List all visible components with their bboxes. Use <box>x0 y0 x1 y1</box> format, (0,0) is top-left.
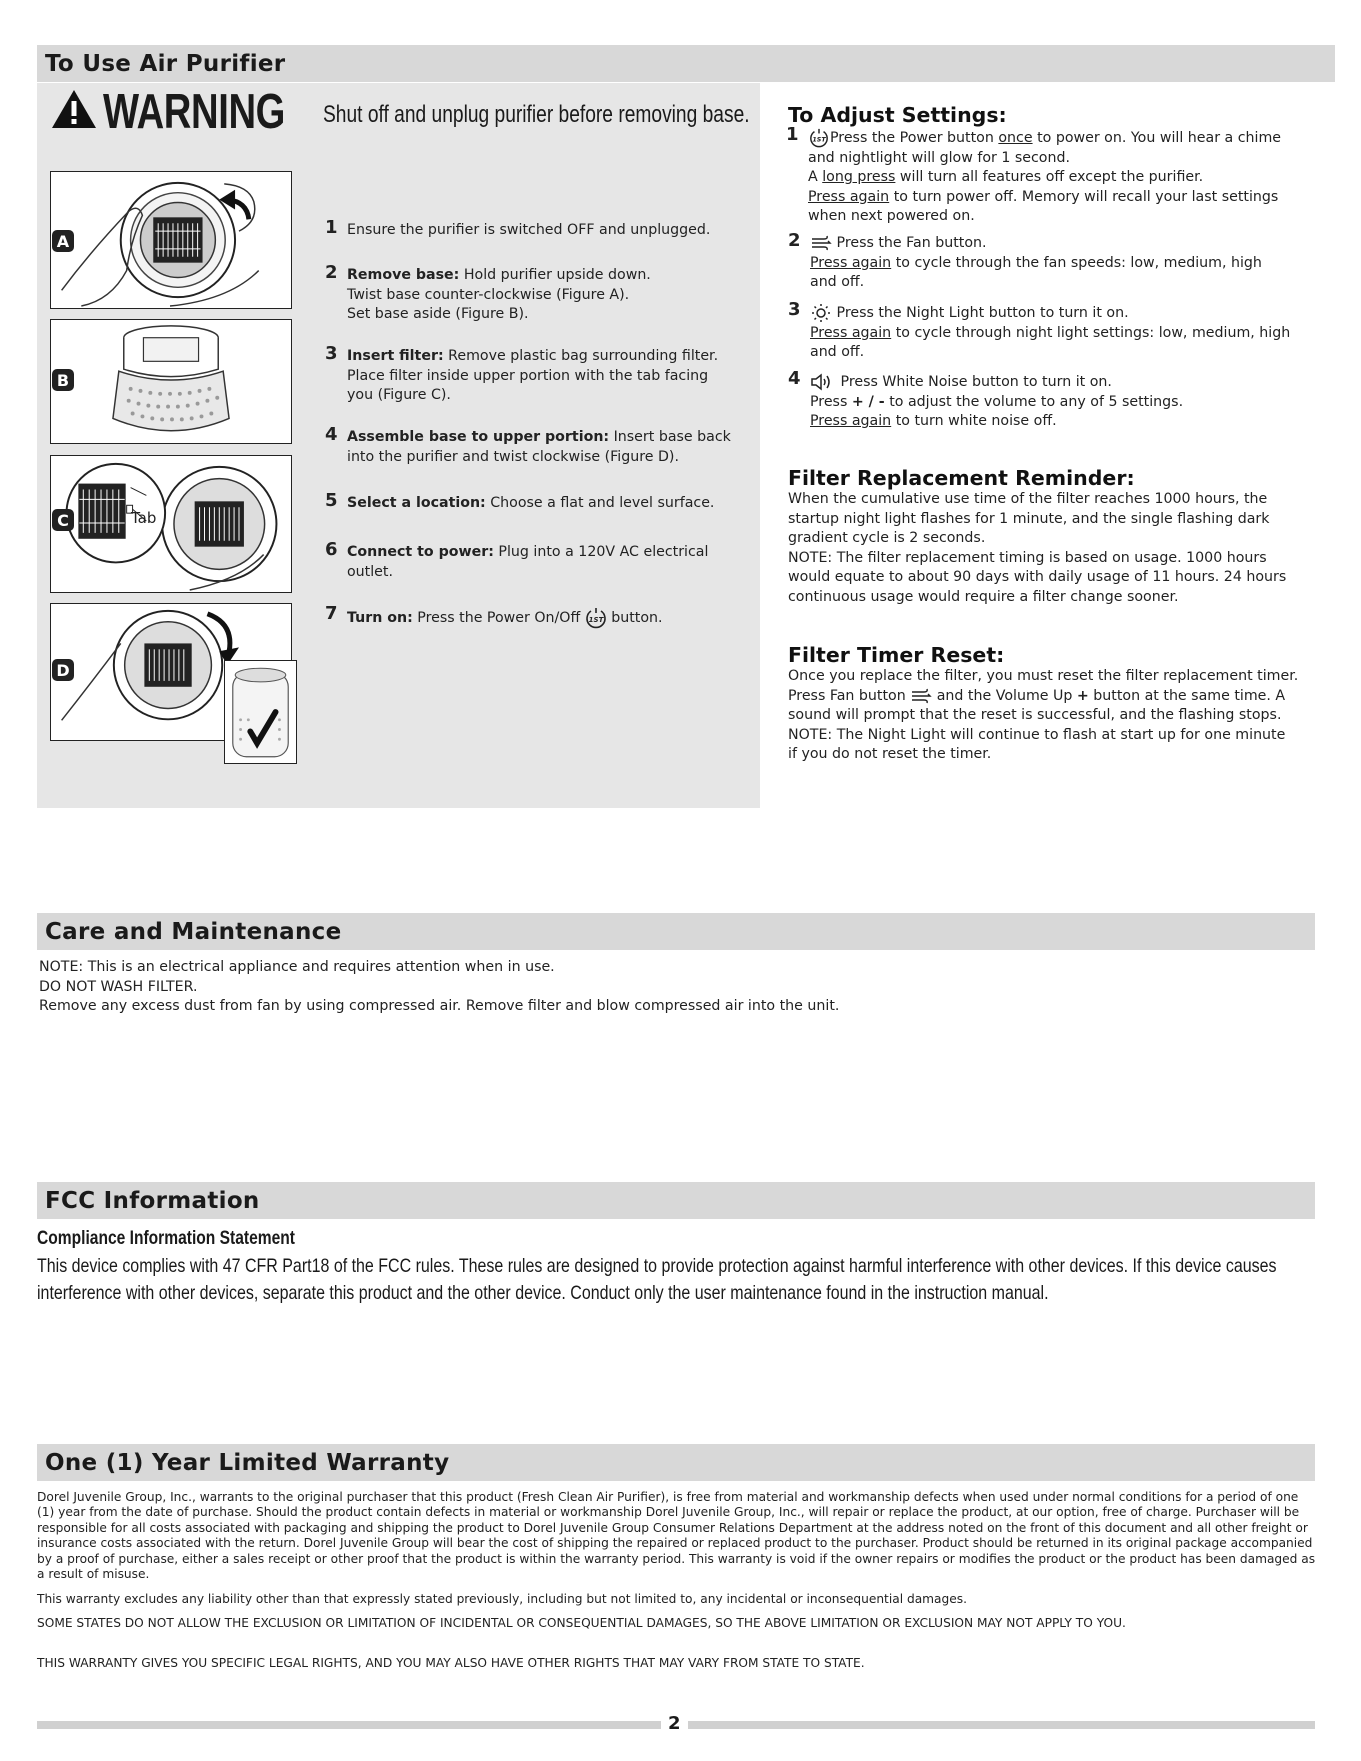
adjust-step-2 <box>788 230 1330 293</box>
product-illustration <box>225 661 296 763</box>
product-check-figure <box>224 660 297 764</box>
step-number: 5 <box>325 490 338 511</box>
text: and off. <box>810 344 865 360</box>
step-title: Insert filter: <box>347 348 444 364</box>
step-number: 2 <box>325 262 338 283</box>
figure-a-label: A <box>52 230 74 252</box>
power-1st-icon <box>808 128 830 148</box>
step-title: Select a location: <box>347 495 486 511</box>
text: Press the Fan button. <box>836 235 987 251</box>
step-tail: button. <box>606 610 663 626</box>
white-noise-speaker-icon <box>810 372 836 392</box>
text: Press again <box>810 254 892 271</box>
step-number: 7 <box>325 603 338 624</box>
step-line: Set base aside (Figure B). <box>347 306 529 322</box>
text: + <box>1076 687 1089 704</box>
svg-text:1ST: 1ST <box>588 616 604 624</box>
step-7 <box>325 603 663 629</box>
text: long press <box>822 169 896 185</box>
step-line: outlet. <box>347 563 393 580</box>
text: and nightlight will glow for 1 second. <box>808 149 1070 166</box>
step-text: Insert base back <box>609 429 731 445</box>
filter-reminder-text <box>788 490 1328 607</box>
adjust-step-3 <box>788 299 1330 363</box>
text: to power on. You will hear a chime <box>1032 130 1282 146</box>
adjust-step-1 <box>786 124 1328 227</box>
filter-reminder-title: Filter Replacement Reminder: <box>788 466 1135 490</box>
step-title: Connect to power: <box>347 544 494 560</box>
footer-rule-right <box>688 1721 1315 1729</box>
step-line: Twist base counter-clockwise (Figure A). <box>347 286 630 303</box>
text: and the Volume Up <box>932 687 1077 704</box>
figure-c-label: C <box>52 509 74 531</box>
text: and off. <box>810 274 865 290</box>
step-number: 2 <box>788 230 801 251</box>
figure-b-illustration <box>51 320 291 443</box>
step-line: Place filter inside upper portion with the tab facing <box>347 367 709 384</box>
fan-icon <box>910 688 932 704</box>
step-text: Remove plastic bag surrounding filter. <box>443 348 719 364</box>
care-text <box>39 958 1299 1017</box>
filter-timer-text <box>788 667 1333 765</box>
text: Once you replace the filter, you must reset the filter replacement timer. <box>788 668 1299 684</box>
step-5 <box>325 490 715 514</box>
step-4 <box>325 424 731 467</box>
text: NOTE: The filter replacement timing is based on usage. 1000 hours <box>788 549 1267 566</box>
text: button at the same time. A <box>1088 687 1286 704</box>
fan-icon <box>810 235 832 251</box>
svg-text:1ST: 1ST <box>812 136 826 144</box>
step-1 <box>325 217 711 241</box>
text: When the cumulative use time of the filter reaches 1000 hours, the <box>788 491 1268 507</box>
text: Press the Night Light button to turn it on. <box>836 305 1129 321</box>
text: NOTE: This is an electrical appliance and requires attention when in use. <box>39 959 555 975</box>
step-text: Plug into a 120V AC electrical <box>493 544 709 560</box>
text: + / - <box>851 393 885 410</box>
fcc-compliance-text: This device complies with 47 CFR Part18 of the FCC rules. These rules are designed to provide protection against harmful interference with other devices. If this device causes interference with other devices, separate this product and the other device. Conduct only the user maintenance found in the instruction manual. <box>37 1255 1277 1304</box>
step-text: Hold purifier upside down. <box>459 267 651 283</box>
warranty-paragraph-1: Dorel Juvenile Group, Inc., warrants to the original purchaser that this product (Fresh Clean Air Purifier), is free from material and workmanship defects when used under normal conditions for a period of one (1) year from the date of purchase. Should the product contain defects in material or workmanship Dorel Juvenile Group, Inc., will repair or replace the product, at our option, free of charge. Purchaser will be responsible for all costs associated with packaging and shipping the product to Dorel Juvenile Group Consumer Relations Department at the address noted on the front of this document and all other freight or insurance costs associated with the return. Dorel Juvenile Group will bear the cost of shipping the repaired or replaced product to the purchaser. Product should be returned in its original package accompanied by a proof of purchase, either a sales receipt or other proof that the product is within the warranty period. This warranty is void if the owner repairs or modifies the product or the product has been damaged as a result of misuse. <box>37 1490 1316 1582</box>
section-header-use: To Use Air Purifier <box>37 45 1335 82</box>
figure-a <box>50 171 292 309</box>
step-text: Press the Power On/Off <box>412 610 585 626</box>
step-title: Turn on: <box>347 610 413 626</box>
text: A <box>808 169 823 185</box>
text: to turn power off. Memory will recall your last settings <box>889 188 1279 205</box>
step-title: Assemble base to upper portion: <box>347 429 610 445</box>
section-header-warranty: One (1) Year Limited Warranty <box>37 1444 1315 1481</box>
text: Remove any excess dust from fan by using compressed air. Remove filter and blow compressed air into the unit. <box>39 998 840 1014</box>
text: if you do not reset the timer. <box>788 746 992 762</box>
step-number: 1 <box>325 217 338 238</box>
text: Press the Power button <box>830 130 999 146</box>
text: to adjust the volume to any of 5 settings. <box>884 393 1184 410</box>
step-3 <box>325 343 719 406</box>
filter-timer-title: Filter Timer Reset: <box>788 643 1005 667</box>
figure-c-tab-label: Tab <box>131 509 157 527</box>
warranty-paragraph-2: This warranty excludes any liability other than that expressly stated previously, including but not limited to, any incidental or inconsequential damages. <box>37 1592 967 1606</box>
warning-word: WARNING <box>103 85 285 139</box>
text: sound will prompt that the reset is successful, and the flashing stops. <box>788 707 1282 723</box>
step-text: Ensure the purifier is switched OFF and unplugged. <box>347 222 711 238</box>
figure-c <box>50 455 292 593</box>
text: Press Fan button <box>788 687 911 704</box>
step-line: you (Figure C). <box>347 387 451 403</box>
footer-rule-left <box>37 1721 661 1729</box>
figure-c-illustration <box>51 456 291 592</box>
text: to cycle through the fan speeds: low, medium, high <box>891 254 1262 271</box>
text: Press again <box>810 413 892 429</box>
step-number: 4 <box>325 424 338 445</box>
text: NOTE: The Night Light will continue to flash at start up for one minute <box>788 726 1286 743</box>
figure-b-label: B <box>52 369 74 391</box>
figure-a-illustration <box>51 172 291 308</box>
text: once <box>998 130 1033 146</box>
text: Press again <box>810 324 892 341</box>
text: would equate to about 90 days with daily usage of 11 hours. 24 hours <box>788 569 1287 585</box>
warning-triangle-icon <box>50 88 98 130</box>
text: continuous usage would require a filter change sooner. <box>788 588 1179 605</box>
warranty-paragraph-3: SOME STATES DO NOT ALLOW THE EXCLUSION OR LIMITATION OF INCIDENTAL OR CONSEQUENTIAL DAMAGES, SO THE ABOVE LIMITATION OR EXCLUSION MAY NOT APPLY TO YOU. <box>37 1616 1126 1630</box>
text: Press White Noise button to turn it on. <box>840 374 1112 390</box>
text: startup night light flashes for 1 minute, and the single flashing dark <box>788 510 1270 527</box>
adjust-settings-title: To Adjust Settings: <box>788 103 1007 127</box>
figure-d-label: D <box>52 659 74 681</box>
text: DO NOT WASH FILTER. <box>39 978 198 995</box>
text: to turn white noise off. <box>891 413 1057 429</box>
step-6 <box>325 539 709 582</box>
fcc-compliance-heading: Compliance Information Statement <box>37 1228 295 1249</box>
warning-text: Shut off and unplug purifier before removing base. <box>323 101 750 128</box>
step-title: Remove base: <box>347 267 460 283</box>
page-number: 2 <box>668 1713 681 1734</box>
step-text: Choose a flat and level surface. <box>485 495 715 511</box>
text: gradient cycle is 2 seconds. <box>788 530 986 546</box>
section-header-care: Care and Maintenance <box>37 913 1315 950</box>
figure-b <box>50 319 292 444</box>
step-number: 1 <box>786 124 799 145</box>
text: when next powered on. <box>808 208 975 224</box>
step-number: 3 <box>788 299 801 320</box>
text: will turn all features off except the purifier. <box>895 169 1204 185</box>
step-number: 4 <box>788 368 801 389</box>
night-light-icon <box>810 303 832 323</box>
text: Press again <box>808 188 890 205</box>
step-line: into the purifier and twist clockwise (Figure D). <box>347 448 679 465</box>
step-2 <box>325 262 651 325</box>
section-header-fcc: FCC Information <box>37 1182 1315 1219</box>
step-number: 3 <box>325 343 338 364</box>
adjust-step-4 <box>788 368 1330 432</box>
warranty-paragraph-4: THIS WARRANTY GIVES YOU SPECIFIC LEGAL RIGHTS, AND YOU MAY ALSO HAVE OTHER RIGHTS THAT MAY VARY FROM STATE TO STATE. <box>37 1656 865 1670</box>
text: Press <box>810 393 852 410</box>
power-1st-icon <box>585 607 607 629</box>
step-number: 6 <box>325 539 338 560</box>
text: to cycle through night light settings: low, medium, high <box>891 324 1291 341</box>
